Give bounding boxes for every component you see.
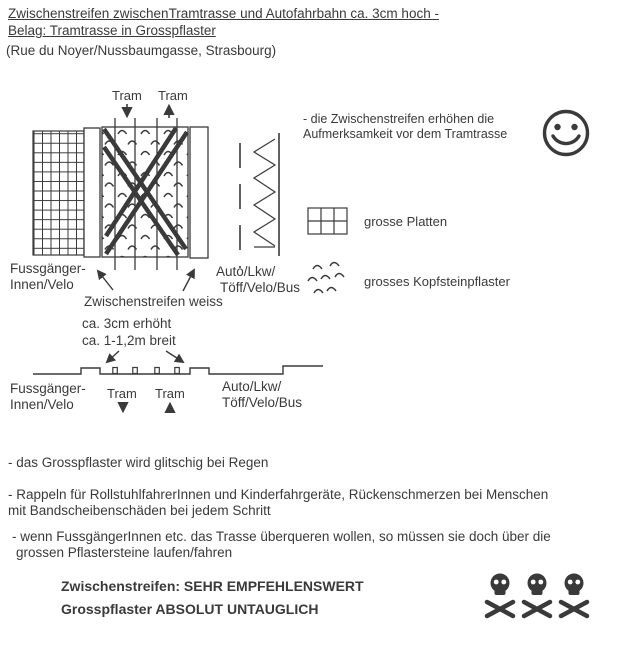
strip-width-left-arrow <box>107 351 119 362</box>
conclusion-line1: Zwischenstreifen: SEHR EMPFEHLENSWERT <box>61 578 364 594</box>
plan-pedestrian-slabs <box>33 131 84 255</box>
page-title-line1: Zwischenstreifen zwischenTramtrasse und Autofahrbahn ca. 3cm hoch - <box>8 6 439 21</box>
section-road-label-line1: Auto/Lkw/ <box>222 379 282 394</box>
note-slippery: - das Grosspflaster wird glitschig bei Regen <box>8 455 269 470</box>
strip-label: Zwischenstreifen weiss <box>84 294 223 309</box>
skull-crossbones-icon <box>561 574 587 617</box>
legend-slabs-icon <box>308 208 347 234</box>
skull-crossbones-icon <box>524 574 550 617</box>
page-title-line2: Belag: Tramtrasse in Grosspflaster <box>8 23 216 38</box>
note-rattling-line2: mit Bandscheibenschäden bei jedem Schritt <box>8 503 271 518</box>
section-pedestrian-label-line1: Fussgänger- <box>10 381 86 396</box>
strip-width-note: ca. 1-1,2m breit <box>82 333 176 348</box>
page-subtitle: (Rue du Noyer/Nussbaumgasse, Strasbourg) <box>6 43 277 58</box>
plan-tram-right-label: Tram <box>158 88 188 103</box>
left-strip-pointer-arrow <box>98 271 113 290</box>
note-crossing-line1: - wenn FussgängerInnen etc. das Trasse überqueren wollen, so müssen sie doch über die <box>12 529 551 544</box>
note-crossing-line2: grossen Pflastersteine laufen/fahren <box>16 545 233 560</box>
smiley-icon <box>545 112 588 155</box>
cross-section-profile <box>33 366 323 374</box>
plan-pedestrian-label-line2: Innen/Velo <box>10 277 74 292</box>
section-road-label-line2: Töff/Velo/Bus <box>222 395 303 410</box>
plan-pedestrian-label-line1: Fussgänger- <box>10 261 86 276</box>
legend-slabs-label: grosse Platten <box>364 214 448 229</box>
legend-cobblestone-label: grosses Kopfsteinpflaster <box>364 274 510 289</box>
strip-height-note: ca. 3cm erhöht <box>82 316 172 331</box>
plan-left-strip <box>84 128 100 257</box>
plan-tram-left-label: Tram <box>112 88 142 103</box>
section-tram-left-label: Tram <box>107 386 137 401</box>
strip-width-right-arrow <box>166 351 183 362</box>
plan-road-label-line1: Auto/Lkw/ <box>216 264 276 279</box>
note-rattling-line1: - Rappeln für RollstuhlfahrerInnen und Kinderfahrgeräte, Rückenschmerzen bei Menschen <box>8 487 549 502</box>
right-strip-pointer-arrow <box>183 270 194 291</box>
legend-cobblestone-icon <box>308 263 344 294</box>
plan-car-lane <box>240 133 279 268</box>
skull-crossbones-icons <box>487 574 587 617</box>
conclusion-line2: Grosspflaster ABSOLUT UNTAUGLICH <box>61 601 319 617</box>
skull-crossbones-icon <box>487 574 513 617</box>
section-tram-right-label: Tram <box>155 386 185 401</box>
plan-right-strip <box>190 127 208 258</box>
strip-annotation-line2: Aufmerksamkeit vor dem Tramtrasse <box>303 127 508 141</box>
plan-road-label-line2: Töff/Velo/Bus <box>220 280 301 295</box>
section-pedestrian-label-line2: Innen/Velo <box>10 397 74 412</box>
strip-annotation-line1: - die Zwischenstreifen erhöhen die <box>303 112 495 126</box>
